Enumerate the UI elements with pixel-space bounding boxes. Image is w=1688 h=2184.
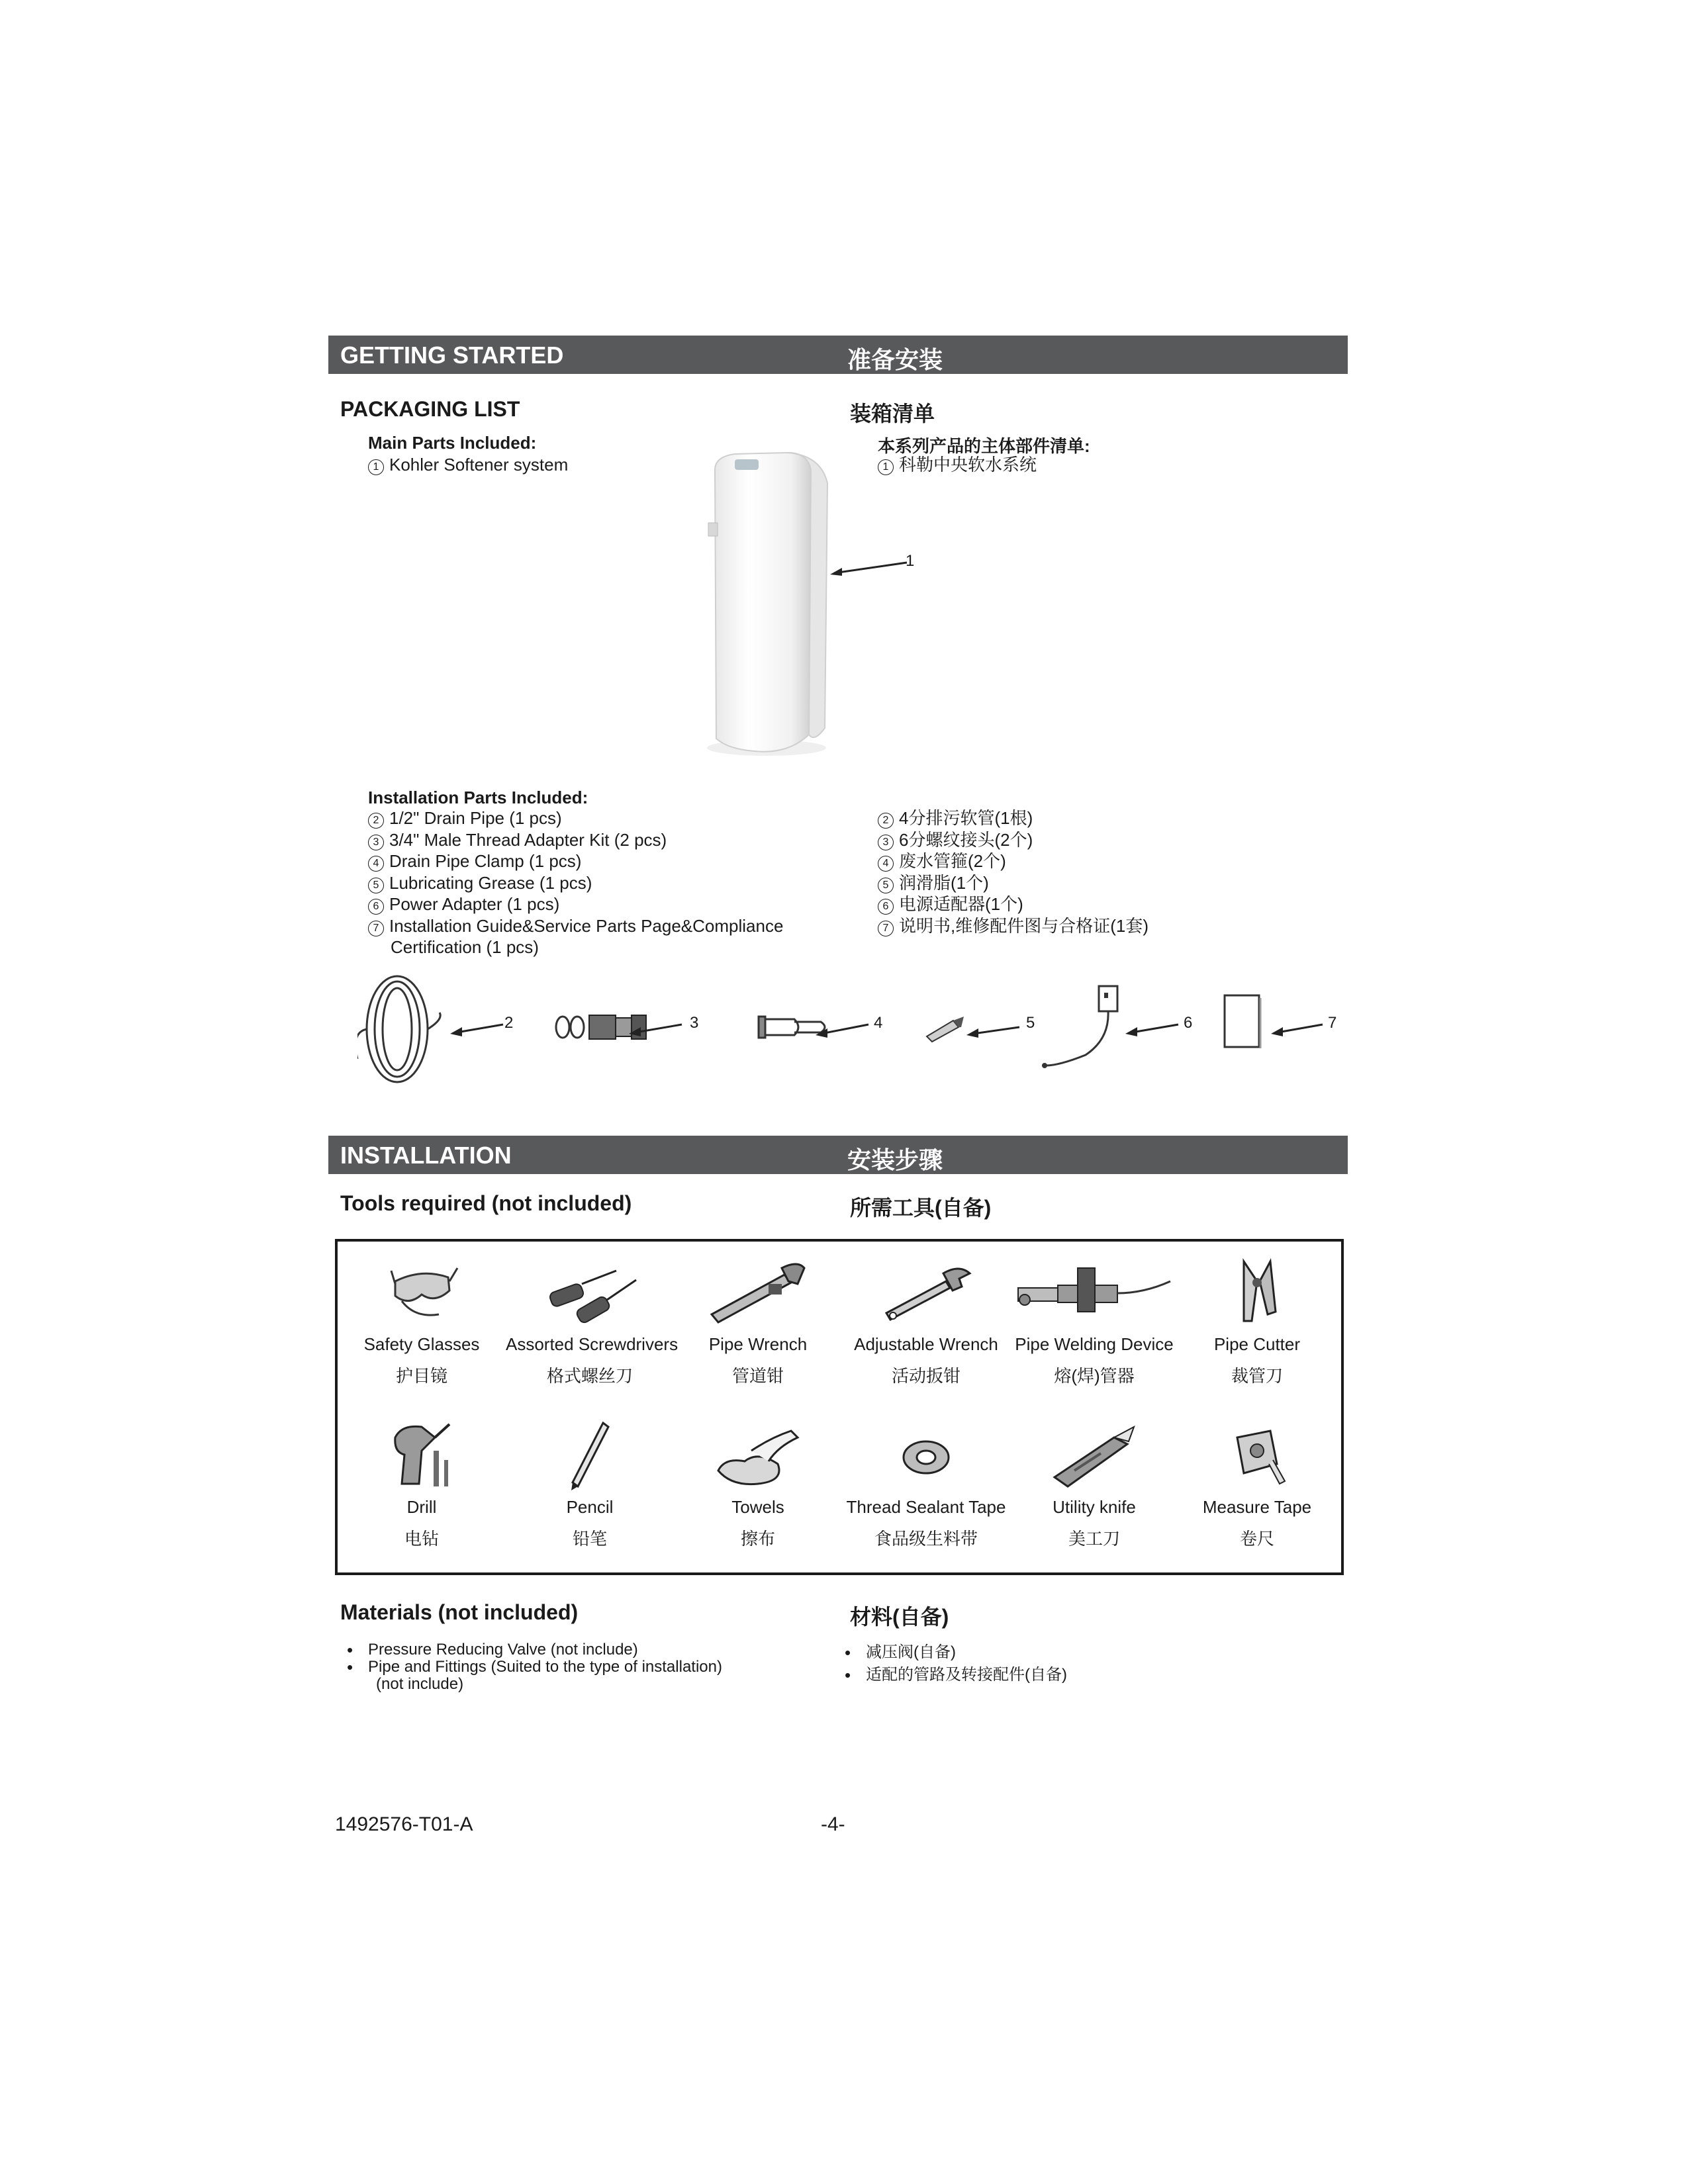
list-item: 3 3/4" Male Thread Adapter Kit (2 pcs) [368,829,783,851]
pipe-clamp-icon [759,1017,825,1038]
measure-tape-icon [1211,1418,1303,1490]
list-item-continued: (not include) [376,1675,464,1693]
installation-parts-list-zh [878,807,1149,936]
tool-label-en: Pipe Wrench [708,1334,808,1354]
tool-adjustable-wrench [842,1255,1010,1387]
list-item: • 适配的管路及转接配件(自备) [839,1664,1067,1686]
list-item: 7 Installation Guide&Service Parts Page&Compliance [368,915,783,937]
softener-system-image [688,443,927,774]
tool-label-en: Adjustable Wrench [854,1334,998,1354]
tool-label-en: Safety Glasses [363,1334,480,1354]
list-item: • Pipe and Fittings (Suited to the type of installation) [342,1659,722,1676]
tool-label-zh: 护目镜 [395,1366,447,1386]
tool-assorted-screwdrivers [506,1255,679,1387]
tool-utility-knife [1010,1418,1178,1550]
tool-drill [338,1418,506,1550]
getting-started-header [328,336,1348,374]
callout-label-5: 5 [1026,1014,1035,1032]
power-adapter-icon [1042,986,1117,1068]
tool-label-en: Pencil [566,1497,614,1517]
materials-list-zh [839,1641,1067,1686]
pipe-wrench-icon [698,1255,818,1328]
item-number-badge: 1 [368,459,384,475]
list-item: • Pressure Reducing Valve (not include) [342,1641,722,1659]
packaging-list-title-zh: 装箱清单 [850,402,935,426]
list-item: 5 Lubricating Grease (1 pcs) [368,872,783,894]
screwdrivers-icon [524,1255,656,1328]
tool-label-zh: 格式螺丝刀 [546,1366,633,1386]
tool-label-en: Drill [406,1497,437,1517]
utility-knife-icon [1041,1418,1147,1490]
tool-measure-tape [1173,1418,1341,1550]
tool-pencil [506,1418,674,1550]
tool-pipe-welding-device [1010,1255,1178,1387]
tool-thread-sealant-tape [842,1418,1010,1550]
tool-pipe-cutter [1173,1255,1341,1387]
safety-glasses-icon [375,1255,468,1328]
installation-title-zh: 安装步骤 [847,1146,943,1173]
list-item: 6 电源适配器(1个) [878,893,1149,915]
callout-label-3: 3 [690,1014,699,1032]
getting-started-title-en: GETTING STARTED [340,341,564,369]
callout-label-7: 7 [1328,1014,1337,1032]
page-number: -4- [821,1813,845,1835]
list-item: 3 6分螺纹接头(2个) [878,829,1149,851]
materials-heading-zh: 材料(自备) [850,1605,949,1629]
tool-label-zh: 活动扳钳 [891,1366,961,1386]
grease-tube-icon [927,1017,964,1042]
tool-label-zh: 食品级生料带 [874,1529,978,1549]
tool-label-zh: 熔(焊)管器 [1054,1366,1135,1386]
adjustable-wrench-icon [867,1255,986,1328]
callout-label-1: 1 [906,552,915,570]
getting-started-title-zh: 准备安装 [847,346,943,373]
list-item: 2 4分排污软管(1根) [878,807,1149,829]
installation-parts-heading-en: Installation Parts Included: [368,788,588,807]
tool-label-zh: 裁管刀 [1231,1366,1283,1386]
list-item: 6 Power Adapter (1 pcs) [368,893,783,915]
list-item: 2 1/2" Drain Pipe (1 pcs) [368,807,783,829]
callout-label-6: 6 [1184,1014,1193,1032]
drill-icon [375,1418,468,1490]
tool-towels [674,1418,842,1550]
tool-label-zh: 美工刀 [1068,1529,1120,1549]
tools-grid [335,1239,1344,1575]
main-parts-heading-zh: 本系列产品的主体部件清单: [878,436,1090,456]
pipe-welding-icon [1011,1255,1177,1328]
callout-label-2: 2 [504,1014,514,1032]
main-parts-heading-en: Main Parts Included: [368,433,537,453]
tool-label-en: Pipe Welding Device [1015,1334,1174,1354]
tool-label-en: Measure Tape [1202,1497,1312,1517]
callout-label-4: 4 [874,1014,883,1032]
pencil-icon [543,1418,636,1490]
towels-icon [705,1418,811,1490]
drain-pipe-icon [357,976,440,1082]
tool-safety-glasses [338,1255,506,1387]
tool-pipe-wrench [674,1255,842,1387]
list-item: 4 Drain Pipe Clamp (1 pcs) [368,850,783,872]
list-item: 7 说明书,维修配件图与合格证(1套) [878,915,1149,937]
list-item-continued: Certification (1 pcs) [391,937,539,957]
materials-list-en [342,1641,722,1693]
tool-label-zh: 铅笔 [572,1529,607,1549]
main-part-item-en: 1 Kohler Softener system [368,454,568,476]
tool-label-en: Towels [731,1497,784,1517]
tool-label-zh: 电钻 [404,1529,439,1549]
item-number-badge: 1 [878,459,894,475]
tool-label-en: Thread Sealant Tape [846,1497,1006,1517]
manual-document-icon [1225,995,1260,1048]
tool-label-zh: 管道钳 [731,1366,784,1386]
pipe-cutter-icon [1217,1255,1297,1328]
tools-required-heading-en: Tools required (not included) [340,1191,632,1215]
list-item: • 减压阀(自备) [839,1641,1067,1664]
installation-title-en: INSTALLATION [340,1142,512,1169]
tool-label-en: Pipe Cutter [1213,1334,1301,1354]
packaging-list-title-en: PACKAGING LIST [340,397,520,421]
tool-label-en: Assorted Screwdrivers [506,1334,679,1354]
materials-heading-en: Materials (not included) [340,1600,579,1624]
list-item: 5 润滑脂(1个) [878,872,1149,894]
tool-label-en: Utility knife [1053,1497,1136,1517]
installation-header [328,1136,1348,1174]
tools-required-heading-zh: 所需工具(自备) [850,1196,992,1220]
list-item: 4 废水管箍(2个) [878,850,1149,872]
tool-label-zh: 卷尺 [1239,1529,1274,1549]
adapter-kit-icon [556,1015,646,1039]
main-part-item-zh: 1 科勒中央软水系统 [878,454,1037,476]
sealant-tape-icon [880,1418,972,1490]
tool-label-zh: 擦布 [740,1529,775,1549]
installation-parts-list-en [368,807,783,958]
document-number: 1492576-T01-A [335,1813,473,1835]
